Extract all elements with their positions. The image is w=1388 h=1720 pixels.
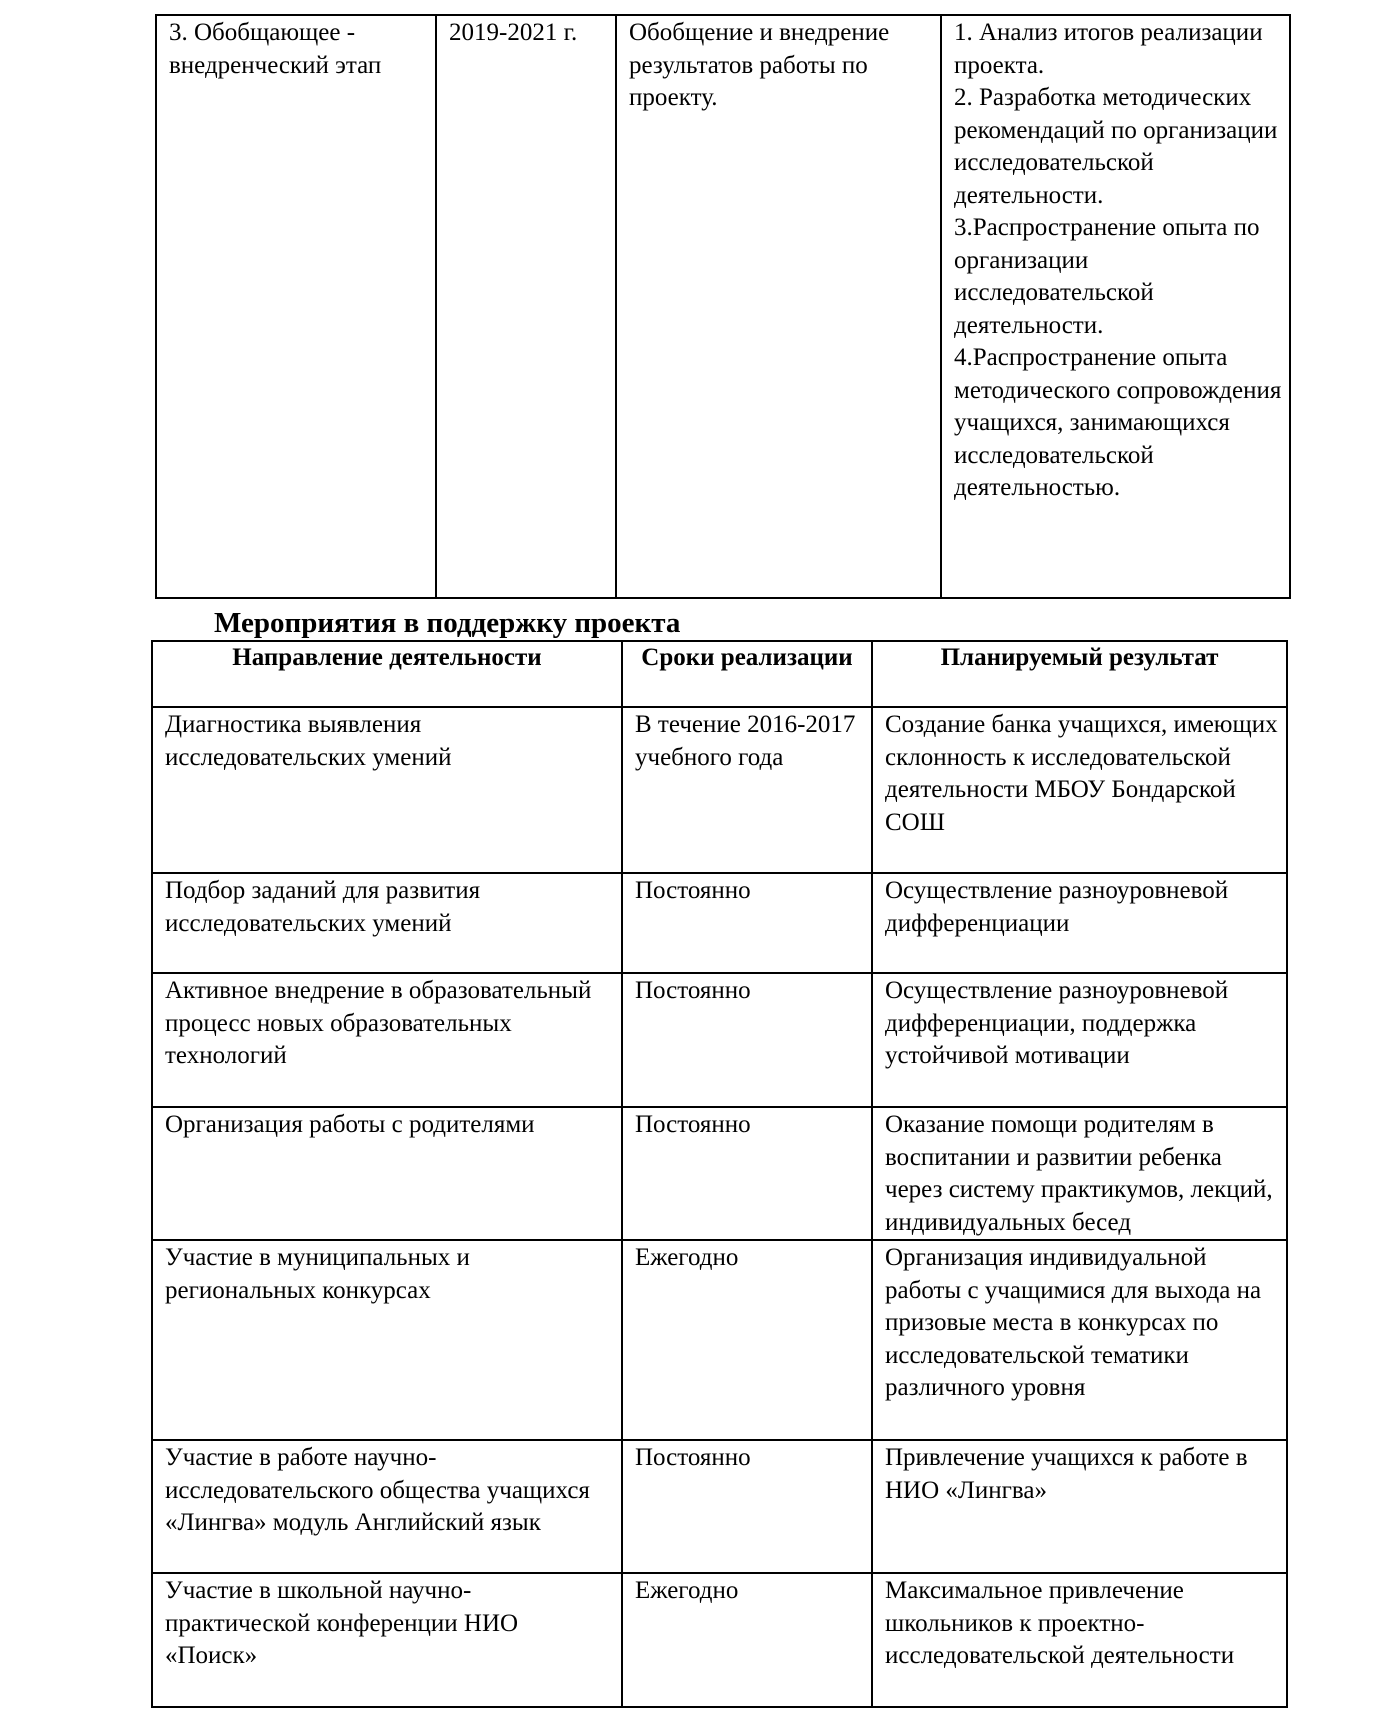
stage-content-cell: Обобщение и внедрение результатов работы по проекту. [616,15,941,598]
result-cell: Оказание помощи родителям в воспитании и развитии ребенка через систему практикумов, лекций, индивидуальных бесед [872,1107,1287,1240]
timing-cell: Постоянно [622,1440,872,1573]
result-cell: Организация индивидуальной работы с учащимися для выхода на призовые места в конкурсах по исследовательской тематики различного уровня [872,1240,1287,1440]
result-cell: Привлечение учащихся к работе в НИО «Лингва» [872,1440,1287,1573]
result-cell: Осуществление разноуровневой дифференциации, поддержка устойчивой мотивации [872,973,1287,1107]
direction-cell: Участие в школьной научно-практической конференции НИО «Поиск» [152,1573,622,1707]
stage-task-item: 2. Разработка методических рекомендаций по организации исследовательской деятельности. [954,84,1278,209]
timing-cell: Постоянно [622,873,872,973]
table-row [156,15,1290,598]
direction-cell: Участие в муниципальных и региональных конкурсах [152,1240,622,1440]
result-cell: Создание банка учащихся, имеющих склонность к исследовательской деятельности МБОУ Бондарской СОШ [872,707,1287,873]
direction-cell: Подбор заданий для развития исследовательских умений [152,873,622,973]
header-timing: Сроки реализации [622,641,872,707]
timing-cell: Ежегодно [622,1240,872,1440]
header-direction: Направление деятельности [152,641,622,707]
stage-tasks-cell [941,15,1290,598]
stage-task-item: 3.Распространение опыта по организации исследовательской деятельности. [954,214,1260,339]
table-row [152,1440,1287,1573]
timing-cell: Ежегодно [622,1573,872,1707]
events-section-title: Мероприятия в поддержку проекта [214,607,681,639]
timing-cell: Постоянно [622,1107,872,1240]
stage-name-cell: 3. Обобщающее - внедренческий этап [156,15,436,598]
direction-cell: Участие в работе научно-исследовательского общества учащихся «Лингва» модуль Английский язык [152,1440,622,1573]
stage-task-item: 1. Анализ итогов реализации проекта. [954,19,1263,79]
table-row [152,973,1287,1107]
table-row [152,1107,1287,1240]
direction-cell: Организация работы с родителями [152,1107,622,1240]
timing-cell: В течение 2016-2017 учебного года [622,707,872,873]
timing-cell: Постоянно [622,973,872,1107]
result-cell: Осуществление разноуровневой дифференциации [872,873,1287,973]
table-row [152,873,1287,973]
table-header-row [152,641,1287,707]
stage-task-item: 4.Распространение опыта методического сопровождения учащихся, занимающихся исследовательской деятельностью. [954,344,1282,501]
project-stage-table [155,14,1291,599]
table-row [152,707,1287,873]
direction-cell: Активное внедрение в образовательный процесс новых образовательных технологий [152,973,622,1107]
table-row [152,1240,1287,1440]
header-result: Планируемый результат [872,641,1287,707]
result-cell: Максимальное привлечение школьников к проектно-исследовательской деятельности [872,1573,1287,1707]
project-events-table [151,640,1288,1708]
direction-cell: Диагностика выявления исследовательских умений [152,707,622,873]
table-row [152,1573,1287,1707]
stage-period-cell: 2019-2021 г. [436,15,616,598]
